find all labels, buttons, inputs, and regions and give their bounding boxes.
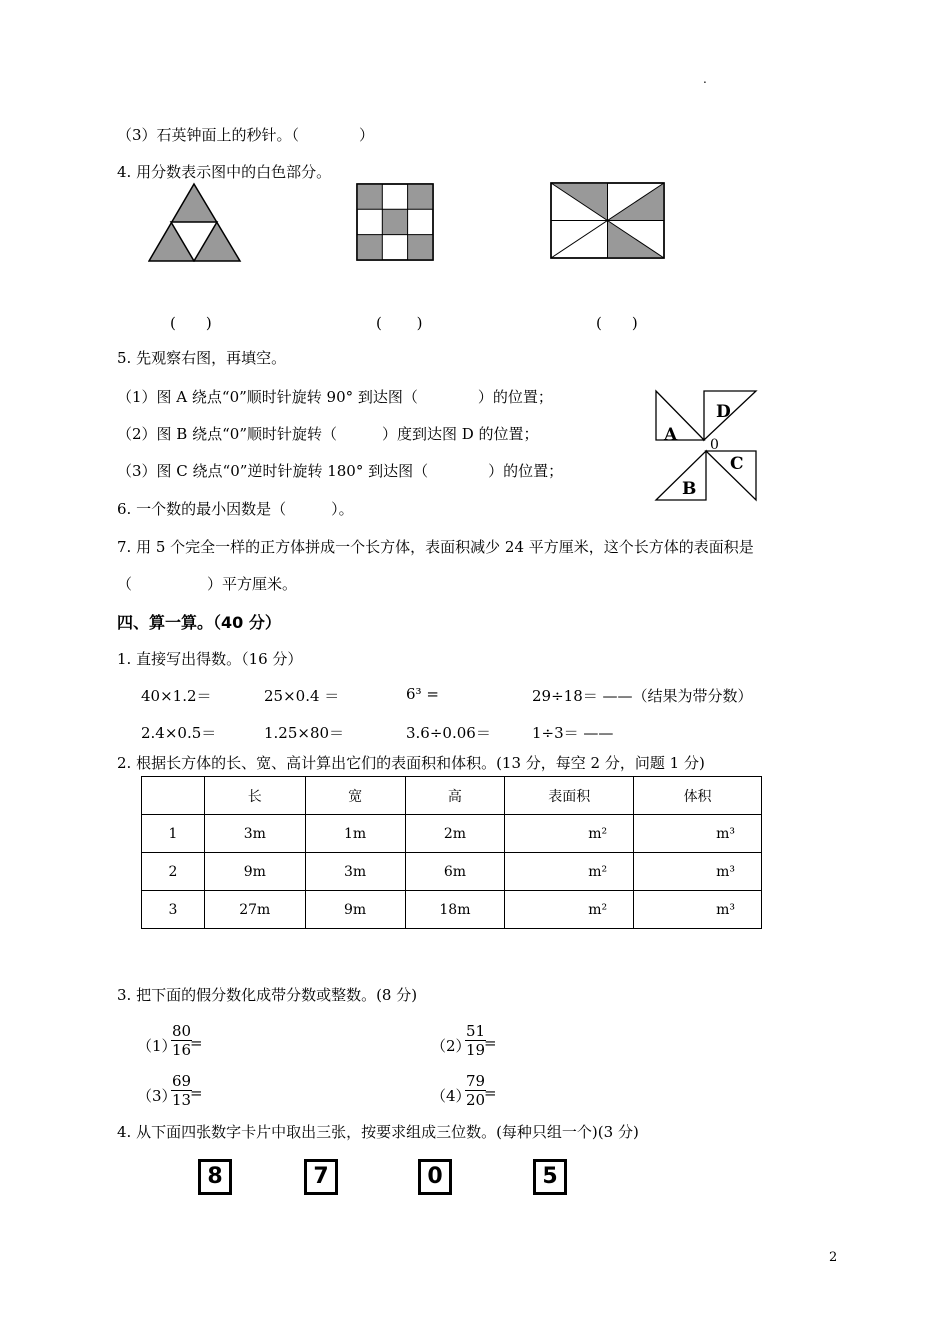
- table-cell-answer[interactable]: m²: [505, 891, 634, 929]
- calc-1: 40×1.2＝: [141, 687, 212, 705]
- calc-7: 3.6÷0.06＝: [406, 724, 491, 742]
- calc-4: 29÷18＝ ——（结果为带分数）: [532, 687, 753, 705]
- fraction-label-1: （1）: [137, 1037, 177, 1055]
- q3-item3: （3）石英钟面上的秒针。（ ）: [117, 126, 375, 144]
- header-dot: .: [703, 72, 707, 86]
- shaded-triangle-figure: [148, 182, 242, 262]
- calc-6: 1.25×80＝: [264, 724, 345, 742]
- calc-8: 1÷3＝ ——: [532, 724, 614, 742]
- figure-label-c: C: [730, 454, 744, 474]
- table-header-cell: [142, 777, 205, 815]
- table-cell: 3m: [305, 853, 405, 891]
- figure-label-o: 0: [710, 437, 719, 453]
- table-row: [142, 815, 762, 853]
- q5-item-2: （2）图 B 绕点“0”顺时针旋转（ ）度到达图 D 的位置；: [117, 425, 539, 443]
- q4-title: 4. 用分数表示图中的白色部分。: [117, 163, 332, 181]
- table-cell: 18m: [405, 891, 505, 929]
- table-cell: 1m: [305, 815, 405, 853]
- figure-label-d: D: [716, 402, 731, 422]
- part-2-title: 2. 根据长方体的长、宽、高计算出它们的表面积和体积。(13 分，每空 2 分，问题 1 分): [117, 754, 705, 772]
- q7-line-1: 7. 用 5 个完全一样的正方体拼成一个长方体，表面积减少 24 平方厘米，这个长方体的表面积是: [117, 538, 754, 556]
- table-header-cell: 长: [204, 777, 305, 815]
- rectangle-pinwheel-figure: [550, 182, 666, 260]
- fraction-1: [171, 1022, 192, 1059]
- q4-blank-3: ( ): [596, 314, 638, 332]
- cuboid-table: [141, 776, 762, 929]
- fraction-2: [465, 1022, 486, 1059]
- fraction-label-4: （4）: [431, 1087, 471, 1105]
- part-1-title: 1. 直接写出得数。（16 分）: [117, 650, 303, 668]
- fraction-numerator: 51: [466, 1022, 486, 1040]
- table-cell: 3m: [204, 815, 305, 853]
- section-4-title: 四、算一算。（40 分）: [117, 613, 281, 632]
- table-row: [142, 891, 762, 929]
- digit-card-0: 0: [418, 1159, 452, 1195]
- calc-5: 2.4×0.5＝: [141, 724, 217, 742]
- fraction-denominator: 20: [466, 1091, 486, 1109]
- table-header-row: [142, 777, 762, 815]
- fraction-equals: =: [190, 1034, 203, 1052]
- calc-2: 25×0.4 ＝: [264, 687, 340, 705]
- rotation-figure: [654, 388, 760, 502]
- table-row: [142, 853, 762, 891]
- page-number: 2: [829, 1250, 838, 1265]
- table-cell: 27m: [204, 891, 305, 929]
- table-cell: 3: [142, 891, 205, 929]
- fraction-equals: =: [484, 1034, 497, 1052]
- checkerboard-figure: [356, 183, 436, 263]
- fraction-label-2: （2）: [431, 1037, 471, 1055]
- table-cell-answer[interactable]: m²: [505, 815, 634, 853]
- q7-line-2: （ ）平方厘米。: [117, 575, 298, 593]
- figure-label-a: A: [664, 425, 678, 445]
- table-cell-answer[interactable]: m³: [634, 891, 762, 929]
- fraction-4: [465, 1072, 486, 1109]
- digit-card-8: 8: [198, 1159, 232, 1195]
- fraction-numerator: 80: [172, 1022, 192, 1040]
- table-header-cell: 宽: [305, 777, 405, 815]
- q5-item-1: （1）图 A 绕点“0”顺时针旋转 90° 到达图（ ）的位置；: [117, 388, 553, 406]
- fraction-equals: =: [190, 1084, 203, 1102]
- table-cell-answer[interactable]: m³: [634, 853, 762, 891]
- table-cell: 9m: [305, 891, 405, 929]
- table-cell: 2m: [405, 815, 505, 853]
- table-cell: 6m: [405, 853, 505, 891]
- q4-blank-2: ( ): [376, 314, 423, 332]
- figure-label-b: B: [682, 479, 697, 499]
- fraction-denominator: 13: [172, 1091, 192, 1109]
- fraction-denominator: 19: [466, 1041, 486, 1059]
- fraction-numerator: 79: [466, 1072, 486, 1090]
- fraction-numerator: 69: [172, 1072, 192, 1090]
- fraction-3: [171, 1072, 192, 1109]
- q5-title: 5. 先观察右图，再填空。: [117, 349, 287, 367]
- table-cell-answer[interactable]: m²: [505, 853, 634, 891]
- q5-item-3: （3）图 C 绕点“0”逆时针旋转 180° 到达图（ ）的位置；: [117, 462, 564, 480]
- table-header-cell: 表面积: [505, 777, 634, 815]
- table-cell: 2: [142, 853, 205, 891]
- table-cell: 1: [142, 815, 205, 853]
- part-4-title: 4. 从下面四张数字卡片中取出三张，按要求组成三位数。(每种只组一个)(3 分): [117, 1123, 639, 1141]
- table-header-cell: 体积: [634, 777, 762, 815]
- table-cell: 9m: [204, 853, 305, 891]
- fraction-label-3: （3）: [137, 1087, 177, 1105]
- fraction-denominator: 16: [172, 1041, 192, 1059]
- digit-card-7: 7: [304, 1159, 338, 1195]
- q6: 6. 一个数的最小因数是（ ）。: [117, 500, 354, 518]
- part-3-title: 3. 把下面的假分数化成带分数或整数。(8 分): [117, 986, 418, 1004]
- table-cell-answer[interactable]: m³: [634, 815, 762, 853]
- table-header-cell: 高: [405, 777, 505, 815]
- calc-3: 6³ =: [406, 685, 439, 703]
- fraction-equals: =: [484, 1084, 497, 1102]
- digit-card-5: 5: [533, 1159, 567, 1195]
- q4-blank-1: ( ): [170, 314, 212, 332]
